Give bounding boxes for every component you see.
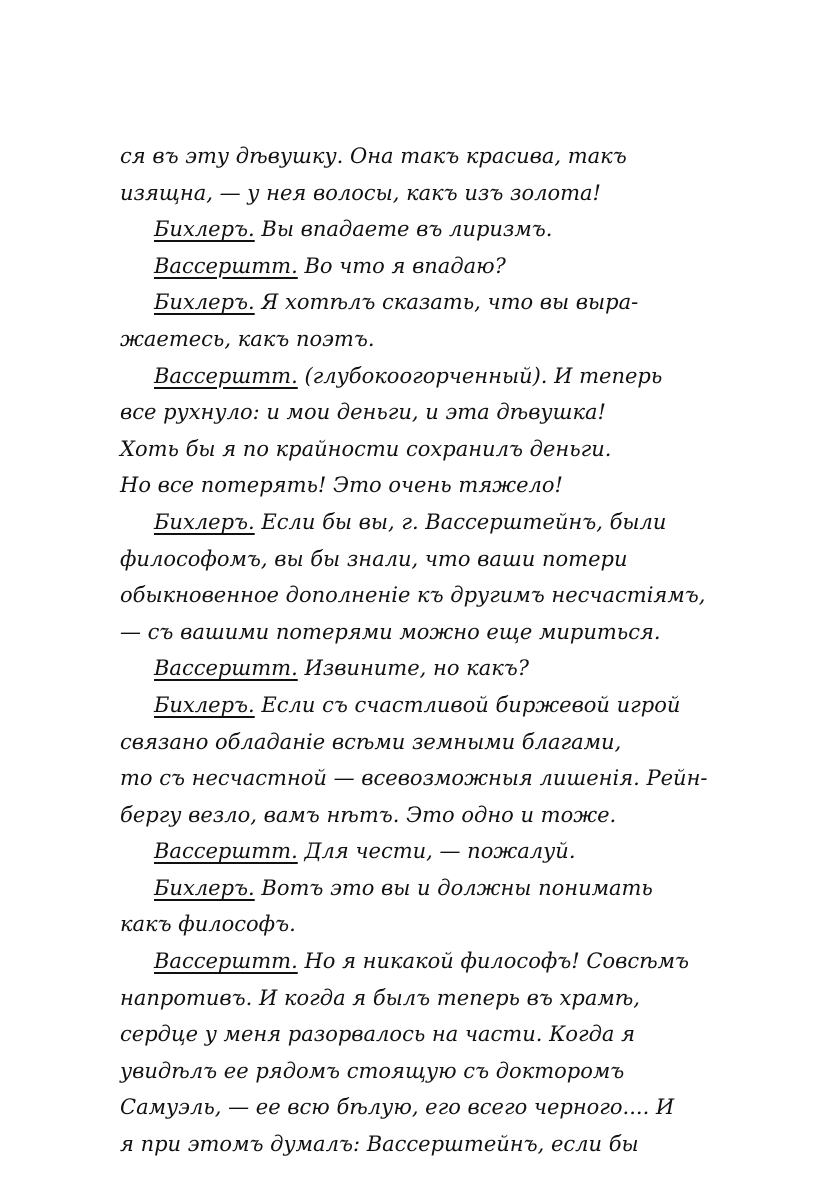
line-text: то съ несчастной — всевозможныя лишенія. Рейн-: [120, 766, 708, 791]
speaker-name: Вассерштт.: [154, 253, 298, 278]
manuscript-line: [120, 797, 760, 834]
manuscript-line: [120, 358, 760, 395]
line-text: сердце у меня разорвалось на части. Когда я: [120, 1022, 636, 1047]
manuscript-line: [120, 321, 760, 358]
line-text: Если бы вы, г. Вассерштейнъ, были: [261, 509, 667, 534]
manuscript-line: [120, 248, 760, 285]
line-text: Самуэль, — ее всю бѣлую, его всего черного.... И: [120, 1095, 675, 1120]
speaker-name: Бихлеръ.: [154, 509, 255, 534]
line-text: Извините, но какъ?: [304, 656, 530, 681]
line-text: связано обладаніе всѣми земными благами,: [120, 729, 622, 754]
speaker-name: Вассерштт.: [154, 949, 298, 974]
manuscript-line: [120, 1053, 760, 1090]
line-text: бергу везло, вамъ нѣтъ. Это одно и тоже.: [120, 802, 617, 827]
manuscript-line: [120, 943, 760, 980]
line-text: Для чести, — пожалуй.: [304, 839, 576, 864]
line-text: Вы впадаете въ лиризмъ.: [261, 217, 553, 242]
speaker-name: Вассерштт.: [154, 839, 298, 864]
speaker-name: Вассерштт.: [154, 363, 298, 388]
manuscript-line: [120, 980, 760, 1017]
line-text: Хоть бы я по крайности сохранилъ деньги.: [120, 436, 612, 461]
manuscript-text: [120, 138, 760, 1163]
line-text: напротивъ. И когда я былъ теперь въ храмѣ,: [120, 985, 640, 1010]
line-text: Но все потерять! Это очень тяжело!: [120, 473, 563, 498]
line-text: жаетесь, какъ поэтъ.: [120, 326, 375, 351]
manuscript-line: [120, 614, 760, 651]
line-text: увидѣлъ ее рядомъ стоящую съ докторомъ: [120, 1058, 625, 1083]
manuscript-line: [120, 687, 760, 724]
manuscript-line: [120, 394, 760, 431]
manuscript-line: [120, 541, 760, 578]
line-text: (глубокоогорченный). И теперь: [304, 363, 663, 388]
manuscript-line: [120, 1089, 760, 1126]
manuscript-line: [120, 1126, 760, 1163]
manuscript-line: [120, 138, 760, 175]
manuscript-line: [120, 284, 760, 321]
line-text: философомъ, вы бы знали, что ваши потери: [120, 546, 628, 571]
line-text: обыкновенное дополненіе къ другимъ несчастіямъ,: [120, 583, 706, 608]
line-text: я при этомъ думалъ: Вассерштейнъ, если бы: [120, 1132, 639, 1157]
manuscript-line: [120, 906, 760, 943]
manuscript-line: [120, 504, 760, 541]
speaker-name: Бихлеръ.: [154, 290, 255, 315]
line-text: Вотъ это вы и должны понимать: [261, 875, 653, 900]
line-text: изящна, — у нея волосы, какъ изъ золота!: [120, 180, 601, 205]
manuscript-line: [120, 724, 760, 761]
line-text: Но я никакой философъ! Совсѣмъ: [304, 949, 690, 974]
manuscript-line: [120, 175, 760, 212]
speaker-name: Бихлеръ.: [154, 217, 255, 242]
manuscript-line: [120, 1016, 760, 1053]
speaker-name: Бихлеръ.: [154, 692, 255, 717]
speaker-name: Бихлеръ.: [154, 875, 255, 900]
line-text: какъ философъ.: [120, 912, 296, 937]
line-text: все рухнуло: и мои деньги, и эта дѣвушка!: [120, 400, 606, 425]
manuscript-line: [120, 650, 760, 687]
line-text: Во что я впадаю?: [304, 253, 506, 278]
manuscript-line: [120, 577, 760, 614]
manuscript-line: [120, 833, 760, 870]
manuscript-line: [120, 467, 760, 504]
line-text: — съ вашими потерями можно еще мириться.: [120, 619, 661, 644]
line-text: Если съ счастливой биржевой игрой: [261, 692, 681, 717]
line-text: ся въ эту дѣвушку. Она такъ красива, такъ: [120, 144, 627, 168]
speaker-name: Вассерштт.: [154, 656, 298, 681]
manuscript-line: [120, 870, 760, 907]
manuscript-line: [120, 211, 760, 248]
manuscript-line: [120, 431, 760, 468]
manuscript-line: [120, 760, 760, 797]
line-text: Я хотѣлъ сказать, что вы выра-: [261, 290, 639, 315]
